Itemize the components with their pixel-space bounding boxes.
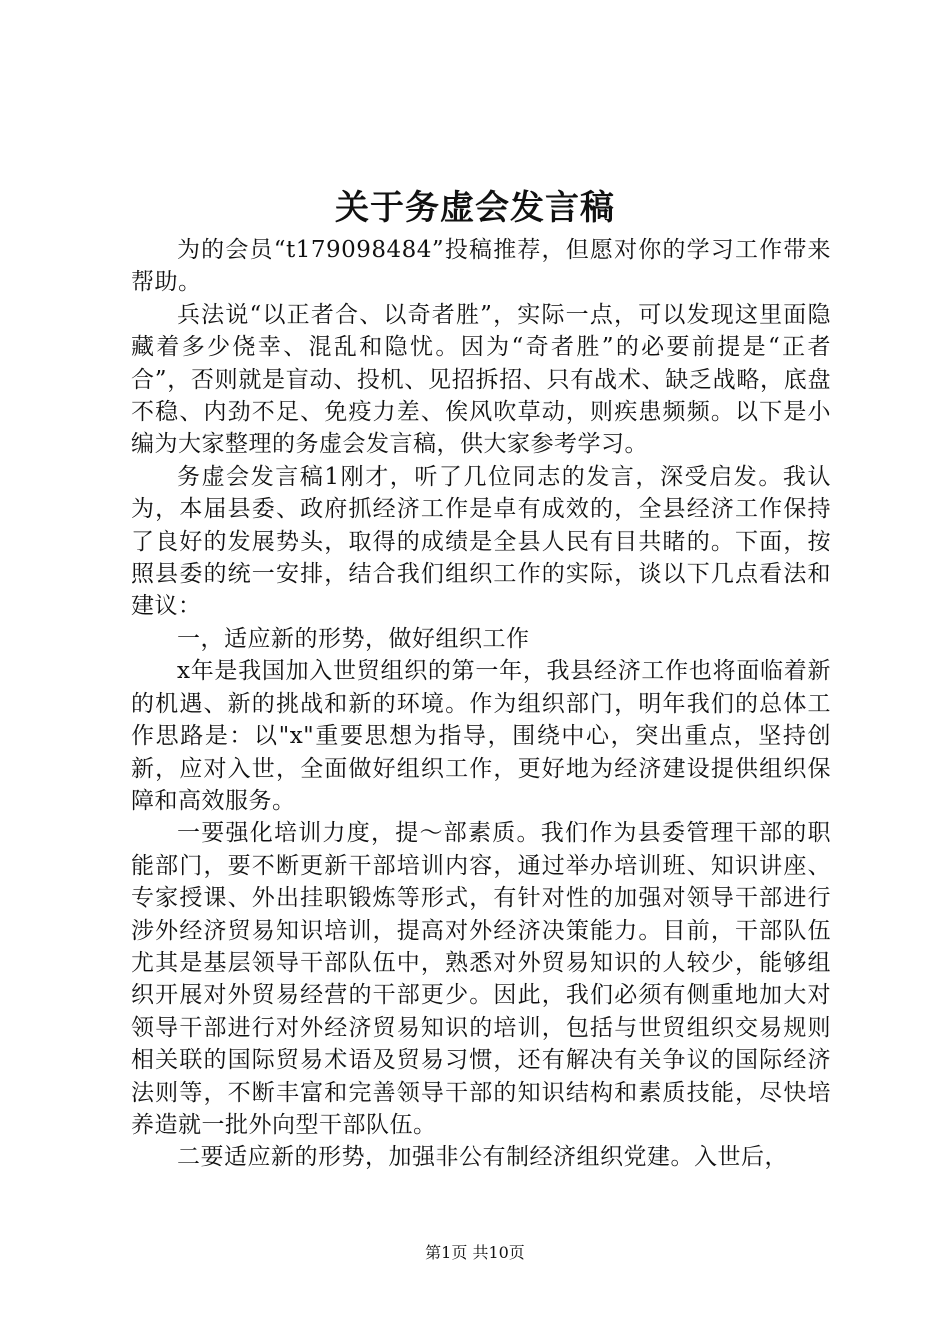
paragraph-party-building: 二要适应新的形势，加强非公有制经济组织党建。入世后， [177,1144,788,1171]
paragraph-intro: 为的会员“t179098484”投稿推荐，但愿对你的学习工作带来帮助。 [131,237,831,296]
paragraph-speech-opening: 务虚会发言稿1刚才，听了几位同志的发言，深受启发。我认为，本届县委、政府抓经济工作是卓有成效的，全县经济工作保持了良好的发展势头，取得的成绩是全县人民有目共睹的。下面，按照县委的统一安排，结合我们组织工作的实际，谈以下几点看法和建议： [131,463,831,620]
section-heading: 一，适应新的形势，做好组织工作 [177,625,530,652]
paragraph-preface: 兵法说“以正者合、以奇者胜”，实际一点，可以发现这里面隐藏着多少侥幸、混乱和隐忧。因为“奇者胜”的必要前提是“正者合”，否则就是盲动、投机、见招拆招、只有战术、缺乏战略，底盘不稳、内劲不足、免疫力差、俟风吹草动，则疾患频频。以下是小编为大家整理的务虚会发言稿，供大家参考学习。 [131,301,831,458]
paragraph-work-plan: x年是我国加入世贸组织的第一年，我县经济工作也将面临着新的机遇、新的挑战和新的环境。作为组织部门，明年我们的总体工作思路是：以"x"重要思想为指导，围绕中心，突出重点，坚持创新，应对入世，全面做好组织工作，更好地为经济建设提供组织保障和高效服务。 [131,658,831,814]
document-title: 关于务虚会发言稿 [335,188,615,228]
page-number-footer: 第1页 共10页 [425,1243,525,1262]
paragraph-training: 一要强化培训力度，提～部素质。我们作为县委管理干部的职能部门，要不断更新干部培训内容，通过举办培训班、知识讲座、专家授课、外出挂职锻炼等形式，有针对性的加强对领导干部进行涉外经济贸易知识培训，提高对外经济决策能力。目前，干部队伍尤其是基层领导干部队伍中，熟悉对外贸易知识的人较少，能够组织开展对外贸易经营的干部更少。因此，我们必须有侧重地加大对领导干部进行对外经济贸易知识的培训，包括与世贸组织交易规则相关联的国际贸易术语及贸易习惯，还有解决有关争议的国际经济法则等，不断丰富和完善领导干部的知识结构和素质技能，尽快培养造就一批外向型干部队伍。 [131,820,831,1138]
document-body [131,234,831,1174]
